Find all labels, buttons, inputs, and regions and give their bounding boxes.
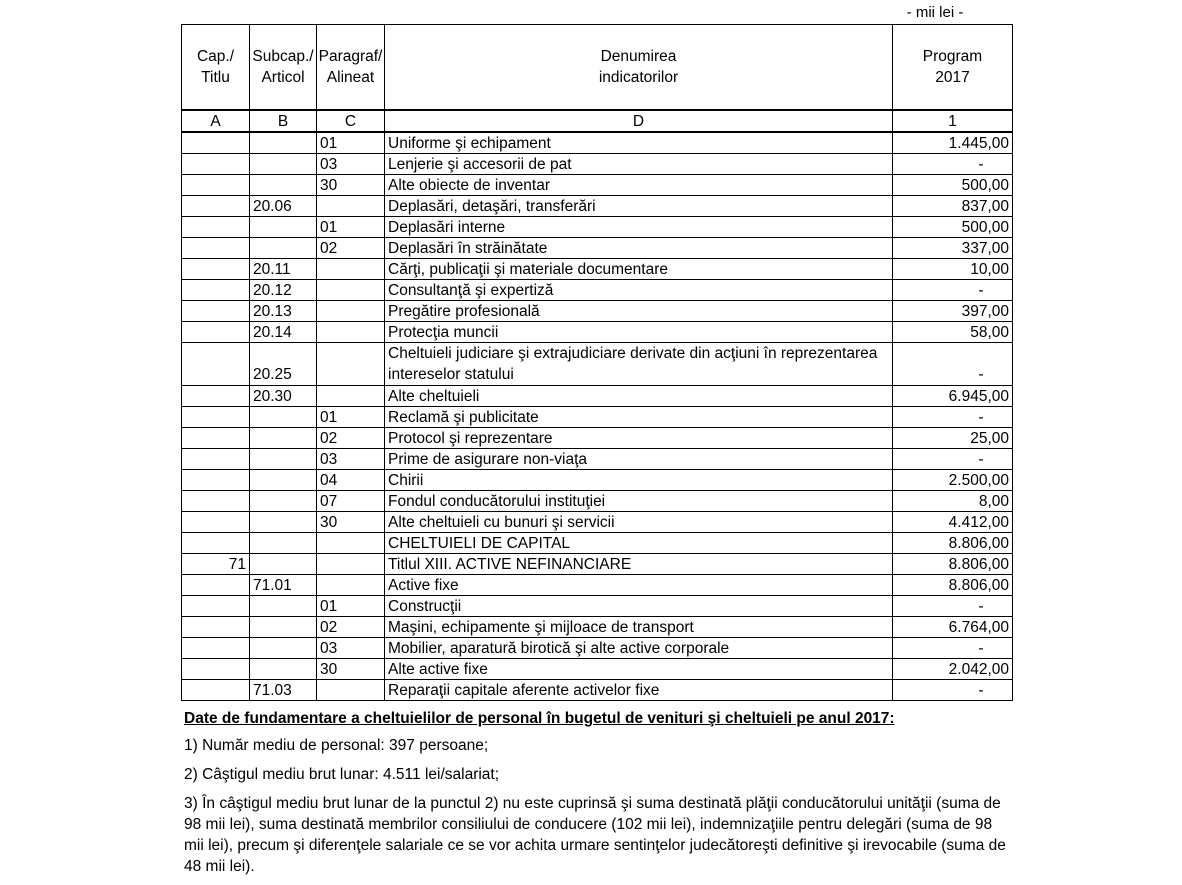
cell-paragraf <box>317 680 385 701</box>
cell-paragraf <box>317 196 385 217</box>
cell-value: - <box>893 449 1013 470</box>
cell-subcap <box>250 491 317 512</box>
cell-denumire: Alte cheltuieli <box>385 386 893 407</box>
notes-section <box>184 708 1014 885</box>
cell-value: 6.764,00 <box>893 617 1013 638</box>
cell-value: 837,00 <box>893 196 1013 217</box>
letter-d: D <box>385 110 893 132</box>
table-row <box>182 449 1013 470</box>
cell-paragraf <box>317 280 385 301</box>
cell-subcap: 20.12 <box>250 280 317 301</box>
cell-denumire: Fondul conducătorului instituţiei <box>385 491 893 512</box>
cell-subcap <box>250 132 317 154</box>
table-row <box>182 554 1013 575</box>
cell-subcap <box>250 470 317 491</box>
cell-subcap <box>250 659 317 680</box>
table-row <box>182 196 1013 217</box>
cell-denumire: Reparaţii capitale aferente activelor fixe <box>385 680 893 701</box>
table-row <box>182 575 1013 596</box>
cell-cap <box>182 491 250 512</box>
cell-denumire: Lenjerie şi accesorii de pat <box>385 154 893 175</box>
header-denumirea: Denumirea indicatorilor <box>385 25 893 111</box>
header-subcap-articol: Subcap./ Articol <box>250 25 317 111</box>
cell-denumire: Alte active fixe <box>385 659 893 680</box>
table-row <box>182 386 1013 407</box>
cell-value: 8.806,00 <box>893 554 1013 575</box>
cell-paragraf <box>317 533 385 554</box>
cell-paragraf <box>317 322 385 343</box>
cell-subcap: 20.14 <box>250 322 317 343</box>
table-row <box>182 533 1013 554</box>
cell-denumire: Alte obiecte de inventar <box>385 175 893 196</box>
cell-value: - <box>893 596 1013 617</box>
cell-value: 500,00 <box>893 217 1013 238</box>
cell-cap: 71 <box>182 554 250 575</box>
header-cap-titlu: Cap./ Titlu <box>182 25 250 111</box>
cell-paragraf: 04 <box>317 470 385 491</box>
cell-paragraf: 03 <box>317 449 385 470</box>
cell-denumire: Active fixe <box>385 575 893 596</box>
header-program: Program 2017 <box>893 25 1013 111</box>
cell-denumire: Deplasări interne <box>385 217 893 238</box>
cell-cap <box>182 428 250 449</box>
table-row <box>182 596 1013 617</box>
cell-cap <box>182 301 250 322</box>
cell-paragraf <box>317 575 385 596</box>
cell-value: 8.806,00 <box>893 575 1013 596</box>
cell-cap <box>182 196 250 217</box>
cell-value: 2.500,00 <box>893 470 1013 491</box>
cell-cap <box>182 259 250 280</box>
cell-value: 8.806,00 <box>893 533 1013 554</box>
cell-subcap: 20.06 <box>250 196 317 217</box>
table-row <box>182 175 1013 196</box>
cell-subcap <box>250 407 317 428</box>
table-row <box>182 343 1013 386</box>
note-item: 1) Număr mediu de personal: 397 persoane; <box>184 737 489 754</box>
cell-value: 397,00 <box>893 301 1013 322</box>
cell-cap <box>182 322 250 343</box>
header-paragraf-alineat: Paragraf/ Alineat <box>317 25 385 111</box>
cell-subcap <box>250 596 317 617</box>
cell-paragraf: 30 <box>317 175 385 196</box>
budget-table <box>181 24 1013 701</box>
cell-cap <box>182 175 250 196</box>
cell-value: 6.945,00 <box>893 386 1013 407</box>
cell-subcap <box>250 512 317 533</box>
table-row <box>182 491 1013 512</box>
cell-subcap <box>250 238 317 259</box>
cell-paragraf <box>317 386 385 407</box>
table-row <box>182 617 1013 638</box>
cell-subcap <box>250 533 317 554</box>
cell-paragraf: 30 <box>317 512 385 533</box>
cell-value: - <box>893 638 1013 659</box>
cell-value: 1.445,00 <box>893 132 1013 154</box>
table-row <box>182 238 1013 259</box>
cell-subcap: 20.25 <box>250 343 317 386</box>
table-row <box>182 680 1013 701</box>
cell-value: 337,00 <box>893 238 1013 259</box>
cell-cap <box>182 575 250 596</box>
cell-value: - <box>893 280 1013 301</box>
cell-paragraf: 01 <box>317 596 385 617</box>
cell-paragraf <box>317 259 385 280</box>
cell-denumire: Titlul XIII. ACTIVE NEFINANCIARE <box>385 554 893 575</box>
cell-paragraf: 02 <box>317 238 385 259</box>
cell-denumire: Cheltuieli judiciare şi extrajudiciare derivate din acţiuni în reprezentarea intereselor statului <box>385 343 893 386</box>
cell-value: 8,00 <box>893 491 1013 512</box>
cell-value: 500,00 <box>893 175 1013 196</box>
table-row <box>182 407 1013 428</box>
cell-denumire: Prime de asigurare non-viaţa <box>385 449 893 470</box>
table-row <box>182 301 1013 322</box>
cell-value: 2.042,00 <box>893 659 1013 680</box>
cell-cap <box>182 238 250 259</box>
cell-value: - <box>893 154 1013 175</box>
cell-value: - <box>893 680 1013 701</box>
note-item: 3) În câştigul mediu brut lunar de la punctul 2) nu este cuprinsă şi suma destinată plăţii conducătorului unităţii (suma de 98 mii lei), suma destinată membrilor consiliului de conducere (102 mii lei), indemnizaţiile pentru delegări (suma de 98 mii lei), precum şi diferenţele salariale ce se vor achita urmare sentinţelor judecătoreşti definitive şi irevocabile (suma de 48 mii lei). <box>184 795 1006 875</box>
table-row <box>182 132 1013 154</box>
cell-paragraf: 03 <box>317 638 385 659</box>
cell-denumire: Deplasări în străinătate <box>385 238 893 259</box>
cell-denumire: Protecţia muncii <box>385 322 893 343</box>
cell-denumire: Deplasări, detaşări, transferări <box>385 196 893 217</box>
table-row <box>182 154 1013 175</box>
table-row <box>182 259 1013 280</box>
cell-denumire: Cărţi, publicaţii şi materiale documentare <box>385 259 893 280</box>
cell-cap <box>182 407 250 428</box>
table-row <box>182 280 1013 301</box>
cell-denumire: Reclamă şi publicitate <box>385 407 893 428</box>
cell-cap <box>182 659 250 680</box>
cell-cap <box>182 680 250 701</box>
cell-subcap <box>250 217 317 238</box>
cell-cap <box>182 638 250 659</box>
note-item: 2) Câştigul mediu brut lunar: 4.511 lei/salariat; <box>184 766 500 783</box>
cell-cap <box>182 449 250 470</box>
cell-subcap: 20.13 <box>250 301 317 322</box>
cell-subcap: 71.01 <box>250 575 317 596</box>
column-letters-row <box>182 110 1013 132</box>
cell-subcap <box>250 554 317 575</box>
cell-denumire: Mobilier, aparatură birotică şi alte active corporale <box>385 638 893 659</box>
unit-label: - mii lei - <box>906 4 964 21</box>
cell-paragraf: 02 <box>317 617 385 638</box>
table-row <box>182 638 1013 659</box>
table-row <box>182 217 1013 238</box>
cell-value: 10,00 <box>893 259 1013 280</box>
cell-subcap: 20.30 <box>250 386 317 407</box>
cell-denumire: Maşini, echipamente şi mijloace de transport <box>385 617 893 638</box>
letter-1: 1 <box>893 110 1013 132</box>
cell-value: 25,00 <box>893 428 1013 449</box>
cell-paragraf: 07 <box>317 491 385 512</box>
cell-cap <box>182 617 250 638</box>
cell-denumire: Construcţii <box>385 596 893 617</box>
cell-paragraf: 02 <box>317 428 385 449</box>
cell-denumire: Alte cheltuieli cu bunuri şi servicii <box>385 512 893 533</box>
cell-paragraf: 01 <box>317 407 385 428</box>
table-row <box>182 428 1013 449</box>
cell-paragraf: 01 <box>317 132 385 154</box>
cell-subcap <box>250 154 317 175</box>
cell-subcap <box>250 428 317 449</box>
cell-denumire: Pregătire profesională <box>385 301 893 322</box>
cell-paragraf <box>317 301 385 322</box>
table-row <box>182 322 1013 343</box>
cell-denumire: Consultanţă şi expertiză <box>385 280 893 301</box>
cell-subcap: 20.11 <box>250 259 317 280</box>
cell-cap <box>182 533 250 554</box>
cell-denumire: CHELTUIELI DE CAPITAL <box>385 533 893 554</box>
cell-cap <box>182 470 250 491</box>
cell-subcap: 71.03 <box>250 680 317 701</box>
cell-denumire: Uniforme şi echipament <box>385 132 893 154</box>
letter-a: A <box>182 110 250 132</box>
cell-value: 4.412,00 <box>893 512 1013 533</box>
table-row <box>182 470 1013 491</box>
table-row <box>182 512 1013 533</box>
cell-paragraf: 03 <box>317 154 385 175</box>
cell-subcap <box>250 638 317 659</box>
cell-denumire: Chirii <box>385 470 893 491</box>
letter-c: C <box>317 110 385 132</box>
cell-cap <box>182 217 250 238</box>
cell-cap <box>182 280 250 301</box>
cell-paragraf: 30 <box>317 659 385 680</box>
cell-value: 58,00 <box>893 322 1013 343</box>
table-row <box>182 659 1013 680</box>
header-row <box>182 25 1013 111</box>
cell-value: - <box>893 407 1013 428</box>
notes-title: Date de fundamentare a cheltuielilor de personal în bugetul de venituri şi cheltuieli pe anul 2017: <box>184 710 895 727</box>
cell-cap <box>182 154 250 175</box>
cell-paragraf: 01 <box>317 217 385 238</box>
cell-cap <box>182 386 250 407</box>
letter-b: B <box>250 110 317 132</box>
cell-paragraf <box>317 554 385 575</box>
cell-cap <box>182 512 250 533</box>
cell-subcap <box>250 175 317 196</box>
cell-value: - <box>893 343 1013 386</box>
cell-cap <box>182 596 250 617</box>
cell-cap <box>182 343 250 386</box>
cell-paragraf <box>317 343 385 386</box>
cell-subcap <box>250 617 317 638</box>
cell-denumire: Protocol şi reprezentare <box>385 428 893 449</box>
cell-subcap <box>250 449 317 470</box>
cell-cap <box>182 132 250 154</box>
